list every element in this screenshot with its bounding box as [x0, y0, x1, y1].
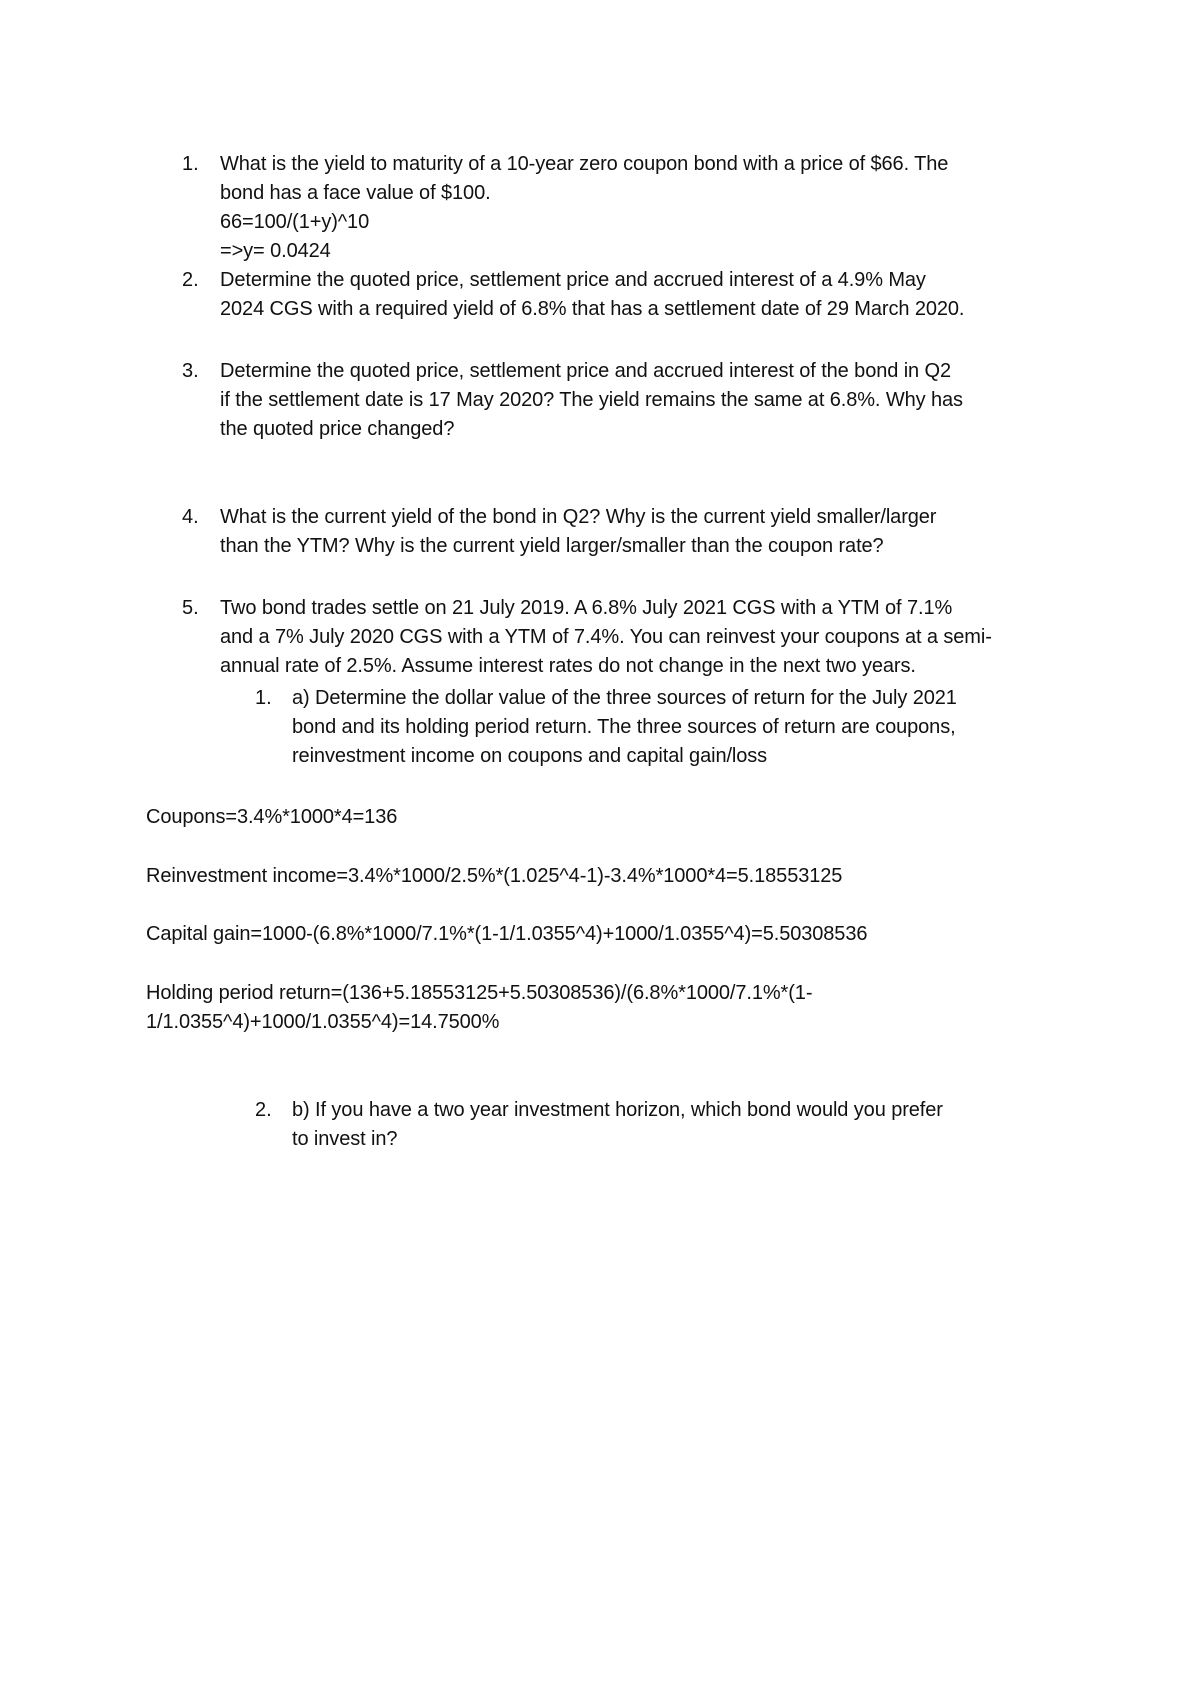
- q5-number: 5.: [182, 597, 199, 619]
- q3-line-3: the quoted price changed?: [220, 418, 455, 440]
- sub-b-line-1: b) If you have a two year investment horizon, which bond would you prefer: [292, 1099, 943, 1121]
- q4-line-1: What is the current yield of the bond in Q2? Why is the current yield smaller/larger: [220, 506, 937, 528]
- q1-number: 1.: [182, 153, 199, 175]
- q3-line-2: if the settlement date is 17 May 2020? The yield remains the same at 6.8%. Why has: [220, 389, 963, 411]
- q4-line-2: than the YTM? Why is the current yield larger/smaller than the coupon rate?: [220, 535, 884, 557]
- q5-line-3: annual rate of 2.5%. Assume interest rates do not change in the next two years.: [220, 655, 916, 677]
- sub-a-line-3: reinvestment income on coupons and capital gain/loss: [292, 745, 768, 767]
- q2-number: 2.: [182, 269, 199, 291]
- sub-b-number: 2.: [255, 1099, 272, 1121]
- q1-line-1: What is the yield to maturity of a 10-year zero coupon bond with a price of $66. The: [220, 153, 949, 175]
- q1-line-4: =>y= 0.0424: [220, 240, 331, 262]
- sub-a-line-2: bond and its holding period return. The three sources of return are coupons,: [292, 716, 956, 738]
- q1-line-2: bond has a face value of $100.: [220, 182, 491, 204]
- answer-hpr-line-1: Holding period return=(136+5.18553125+5.50308536)/(6.8%*1000/7.1%*(1-: [146, 982, 813, 1004]
- q1-line-3: 66=100/(1+y)^10: [220, 211, 370, 233]
- sub-b-line-2: to invest in?: [292, 1128, 398, 1150]
- q3-line-1: Determine the quoted price, settlement price and accrued interest of the bond in Q2: [220, 360, 952, 382]
- sub-a-line-1: a) Determine the dollar value of the three sources of return for the July 2021: [292, 687, 957, 709]
- answer-capital-gain: Capital gain=1000-(6.8%*1000/7.1%*(1-1/1.0355^4)+1000/1.0355^4)=5.50308536: [146, 923, 868, 945]
- q3-number: 3.: [182, 360, 199, 382]
- answer-coupons: Coupons=3.4%*1000*4=136: [146, 806, 398, 828]
- sub-a-number: 1.: [255, 687, 272, 709]
- q5-line-2: and a 7% July 2020 CGS with a YTM of 7.4%. You can reinvest your coupons at a semi-: [220, 626, 992, 648]
- answer-reinvestment: Reinvestment income=3.4%*1000/2.5%*(1.025^4-1)-3.4%*1000*4=5.18553125: [146, 865, 843, 887]
- q5-line-1: Two bond trades settle on 21 July 2019. A 6.8% July 2021 CGS with a YTM of 7.1%: [220, 597, 953, 619]
- q2-line-1: Determine the quoted price, settlement price and accrued interest of a 4.9% May: [220, 269, 926, 291]
- q2-line-2: 2024 CGS with a required yield of 6.8% that has a settlement date of 29 March 2020.: [220, 298, 965, 320]
- answer-hpr-line-2: 1/1.0355^4)+1000/1.0355^4)=14.7500%: [146, 1011, 500, 1033]
- q4-number: 4.: [182, 506, 199, 528]
